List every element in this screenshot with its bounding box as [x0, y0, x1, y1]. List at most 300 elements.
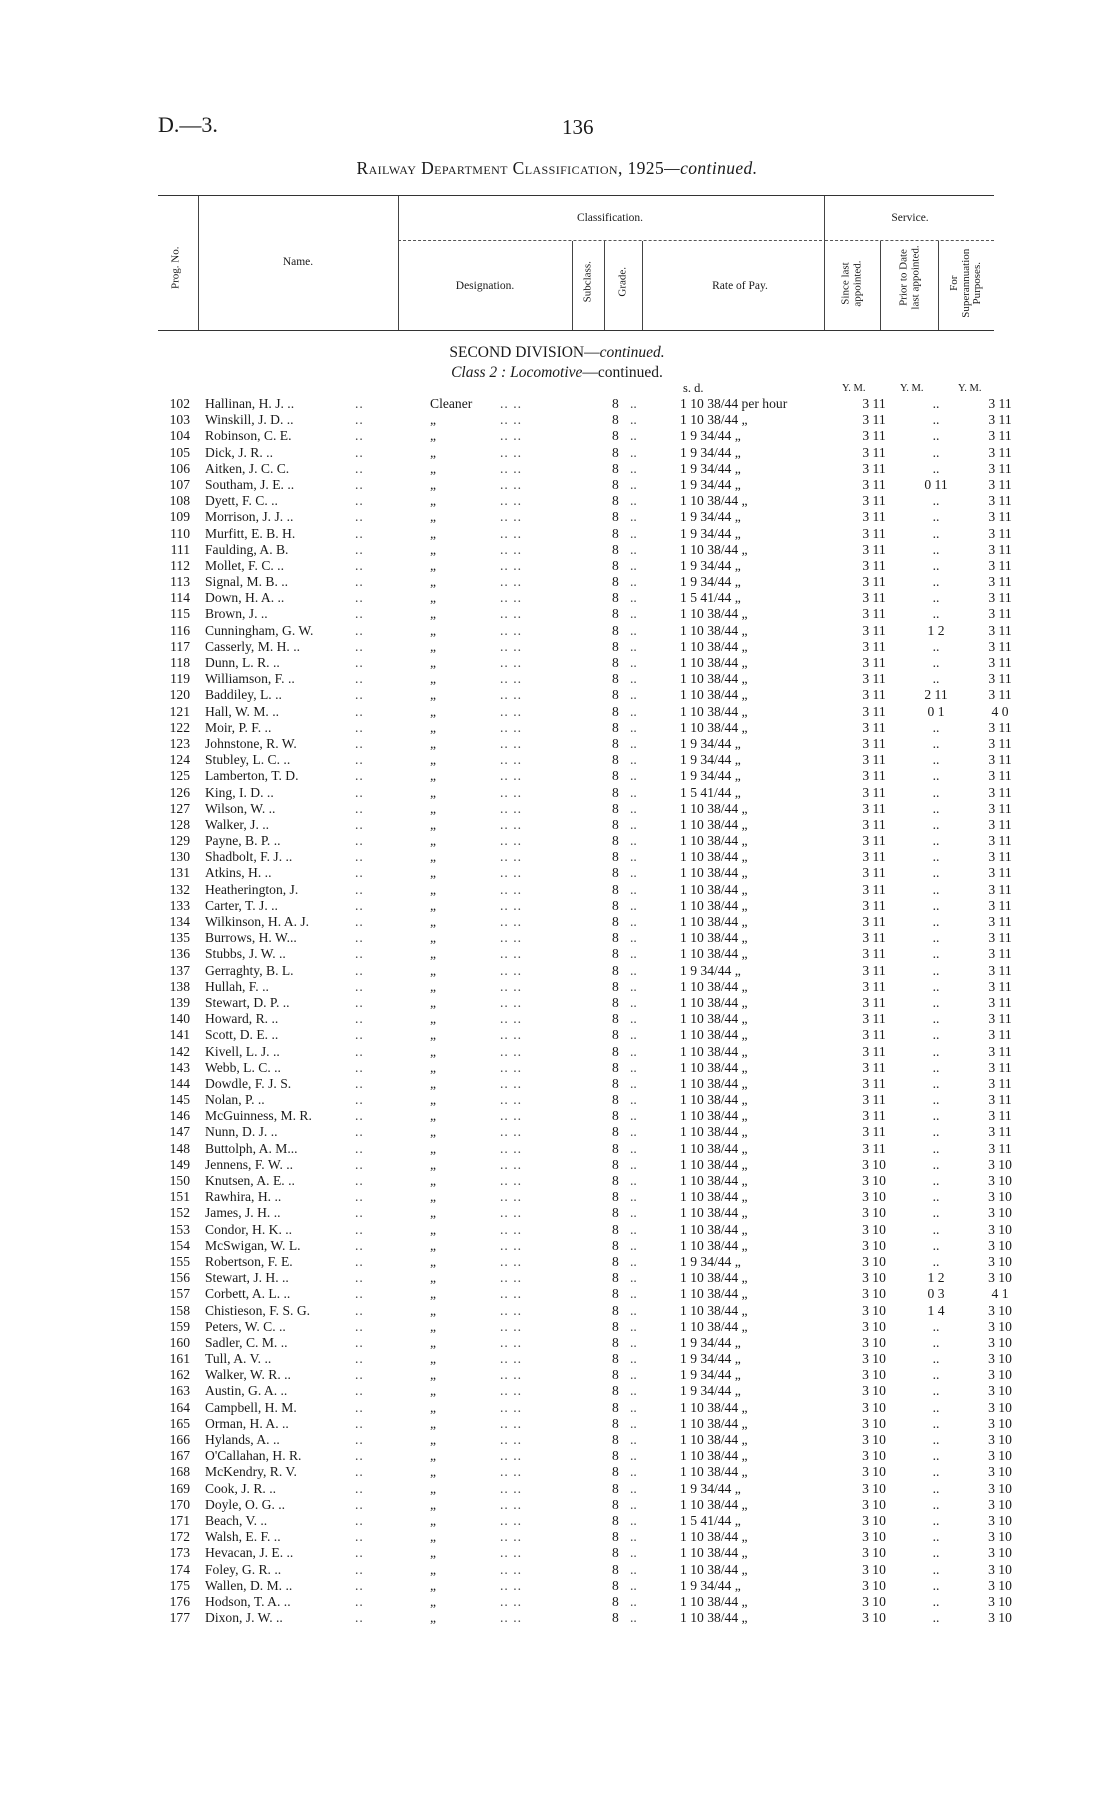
service-prior: ..	[932, 541, 940, 557]
leader-dots: ..	[630, 1512, 637, 1528]
leader-dots: .. ..	[500, 541, 522, 557]
service-since-last: 3 10	[862, 1367, 886, 1383]
leader-dots: ..	[355, 622, 364, 638]
designation: „	[430, 1059, 437, 1075]
row-number: 159	[169, 1318, 190, 1334]
leader-dots: ..	[355, 1140, 364, 1156]
employee-name: Stewart, J. H. ..	[205, 1270, 289, 1286]
row-number: 167	[169, 1448, 190, 1464]
service-since-last: 3 10	[862, 1253, 886, 1269]
rate-of-pay: 1 10 38/44 „	[680, 978, 748, 994]
service-prior: ..	[932, 978, 940, 994]
rate-of-pay: 1 9 34/44 „	[680, 1253, 741, 1269]
rate-of-pay: 1 10 38/44 „	[680, 655, 748, 670]
leader-dots: ..	[630, 1415, 637, 1431]
service-since-last: 3 11	[862, 914, 886, 929]
leader-dots: ..	[355, 994, 364, 1010]
row-number: 175	[169, 1577, 190, 1593]
service-since-last: 3 10	[862, 1545, 886, 1561]
service-prior: 2 11	[924, 687, 948, 703]
service-superannuation: 3 11	[988, 1140, 1012, 1156]
leader-dots: .. ..	[500, 1512, 522, 1528]
employee-name: Walker, W. R. ..	[205, 1367, 291, 1383]
service-since-last: 3 11	[862, 784, 886, 800]
subclass: 8	[612, 768, 619, 784]
header-grade: Grade.	[616, 266, 629, 297]
service-prior: ..	[932, 590, 940, 606]
service-since-last: 3 11	[862, 1043, 886, 1059]
service-superannuation: 3 11	[988, 557, 1012, 573]
leader-dots: ..	[355, 946, 364, 962]
service-superannuation: 3 10	[988, 1173, 1012, 1188]
row-number: 122	[169, 719, 190, 735]
service-prior: ..	[932, 557, 940, 573]
leader-dots: ..	[355, 1027, 364, 1043]
designation: „	[430, 1043, 437, 1059]
employee-name: Dick, J. R. ..	[205, 444, 273, 460]
row-number: 146	[169, 1108, 190, 1124]
subclass: 8	[612, 1480, 619, 1496]
designation: „	[430, 735, 437, 751]
service-since-last: 3 11	[862, 671, 886, 687]
row-number: 128	[169, 816, 190, 832]
service-prior: ..	[932, 1140, 940, 1156]
service-since-last: 3 10	[862, 1415, 886, 1431]
rate-of-pay: 1 10 38/44 „	[680, 1075, 748, 1091]
service-superannuation: 3 11	[988, 865, 1012, 881]
subclass: 8	[612, 1351, 619, 1367]
leader-dots: ..	[630, 1237, 637, 1253]
employee-name: Buttolph, A. M...	[205, 1140, 298, 1156]
designation: „	[430, 1302, 437, 1318]
leader-dots: .. ..	[500, 994, 522, 1010]
leader-dots: ..	[630, 412, 637, 428]
service-prior: ..	[932, 460, 940, 476]
employee-name: O'Callahan, H. R.	[205, 1448, 302, 1464]
service-prior: ..	[932, 994, 940, 1010]
service-since-last: 3 11	[862, 994, 886, 1010]
service-prior: ..	[932, 719, 940, 735]
rate-of-pay: 1 10 38/44 „	[680, 1318, 748, 1334]
service-since-last: 3 11	[862, 396, 886, 411]
subclass: 8	[612, 541, 619, 557]
service-superannuation: 3 11	[988, 1124, 1012, 1140]
leader-dots: .. ..	[500, 1092, 522, 1108]
title-suffix: —continued.	[664, 158, 758, 178]
service-prior: ..	[932, 606, 940, 622]
service-superannuation: 3 11	[988, 428, 1012, 444]
service-superannuation: 3 10	[988, 1610, 1012, 1626]
leader-dots: .. ..	[500, 574, 522, 590]
leader-dots: ..	[355, 1334, 364, 1350]
row-number: 107	[169, 476, 190, 492]
service-prior: ..	[932, 1108, 940, 1124]
leader-dots: ..	[355, 962, 364, 978]
service-prior: ..	[932, 752, 940, 768]
service-since-last: 3 10	[862, 1334, 886, 1350]
service-superannuation: 3 11	[988, 1043, 1012, 1059]
leader-dots: ..	[355, 1124, 364, 1140]
row-number: 103	[169, 412, 190, 428]
service-prior: ..	[932, 768, 940, 784]
service-prior: ..	[932, 1253, 940, 1269]
leader-dots: ..	[355, 1092, 364, 1108]
designation: „	[430, 1610, 437, 1626]
subclass: 8	[612, 638, 619, 654]
row-number: 132	[169, 881, 190, 897]
page-title	[0, 158, 1114, 179]
leader-dots: ..	[355, 1205, 364, 1221]
designation: „	[430, 1415, 437, 1431]
leader-dots: ..	[630, 784, 637, 800]
rate-of-pay: 1 9 34/44 „	[680, 428, 741, 444]
designation: „	[430, 1027, 437, 1043]
designation: „	[430, 1432, 437, 1447]
employee-name: Faulding, A. B.	[205, 541, 289, 557]
employee-name: Payne, B. P. ..	[205, 833, 281, 849]
rate-of-pay: 1 9 34/44 „	[680, 1334, 741, 1350]
service-superannuation: 3 11	[988, 800, 1012, 816]
employee-name: Down, H. A. ..	[205, 590, 285, 606]
service-prior: ..	[932, 1512, 940, 1528]
leader-dots: ..	[630, 752, 637, 768]
rate-of-pay: 1 10 38/44 „	[680, 881, 748, 897]
rate-of-pay: 1 10 38/44 „	[680, 1529, 748, 1545]
designation: „	[430, 1561, 437, 1577]
row-number: 129	[169, 833, 190, 849]
rate-of-pay: 1 9 34/44 „	[680, 509, 741, 525]
leader-dots: .. ..	[500, 1496, 522, 1512]
rate-of-pay: 1 10 38/44 „	[680, 1205, 748, 1221]
leader-dots: .. ..	[500, 396, 522, 411]
designation: „	[430, 946, 437, 962]
leader-dots: .. ..	[500, 1043, 522, 1059]
header-name: Name.	[282, 256, 314, 268]
employee-name: James, J. H. ..	[205, 1205, 281, 1221]
subclass: 8	[612, 1011, 619, 1027]
leader-dots: ..	[355, 1286, 364, 1302]
header-since-last-appointed: Since last appointed.	[839, 260, 863, 307]
employee-name: Wallen, D. M. ..	[205, 1577, 293, 1593]
service-prior: ..	[932, 444, 940, 460]
service-superannuation: 3 10	[988, 1593, 1012, 1609]
service-prior: ..	[932, 1399, 940, 1415]
leader-dots: ..	[630, 1593, 637, 1609]
designation: „	[430, 412, 437, 428]
designation: „	[430, 784, 437, 800]
leader-dots: .. ..	[500, 1610, 522, 1626]
service-since-last: 3 10	[862, 1464, 886, 1480]
service-since-last: 3 11	[862, 719, 886, 735]
leader-dots: ..	[630, 768, 637, 784]
service-prior: 1 2	[927, 1270, 945, 1286]
row-number: 125	[169, 768, 190, 784]
service-prior: ..	[932, 396, 940, 411]
subclass: 8	[612, 1059, 619, 1075]
employee-name: Baddiley, L. ..	[205, 687, 282, 703]
service-since-last: 3 11	[862, 833, 886, 849]
employee-name: Southam, J. E. ..	[205, 476, 295, 492]
division-title: SECOND DIVISION—	[449, 344, 600, 361]
row-number: 153	[169, 1221, 190, 1237]
leader-dots: ..	[630, 849, 637, 865]
service-since-last: 3 10	[862, 1173, 886, 1188]
rate-of-pay: 1 9 34/44 „	[680, 1351, 741, 1367]
leader-dots: ..	[355, 1351, 364, 1367]
subclass: 8	[612, 1593, 619, 1609]
service-since-last: 3 11	[862, 606, 886, 622]
designation: „	[430, 1318, 437, 1334]
rate-of-pay: 1 10 38/44 „	[680, 914, 748, 929]
service-prior: ..	[932, 1383, 940, 1399]
leader-dots: ..	[630, 1464, 637, 1480]
leader-dots: ..	[630, 671, 637, 687]
service-superannuation: 3 11	[988, 897, 1012, 913]
service-prior: ..	[932, 962, 940, 978]
designation: „	[430, 1512, 437, 1528]
subclass: 8	[612, 914, 619, 929]
row-number: 162	[169, 1367, 190, 1383]
row-number: 106	[169, 460, 190, 476]
employee-name: Lamberton, T. D.	[205, 768, 299, 784]
designation: „	[430, 1140, 437, 1156]
service-since-last: 3 11	[862, 735, 886, 751]
rate-of-pay: 1 10 38/44 per hour	[680, 396, 788, 411]
service-since-last: 3 11	[862, 460, 886, 476]
leader-dots: ..	[355, 444, 364, 460]
employee-name: Morrison, J. J. ..	[205, 509, 294, 525]
leader-dots: .. ..	[500, 1383, 522, 1399]
rate-of-pay: 1 10 38/44 „	[680, 1415, 748, 1431]
leader-dots: .. ..	[500, 1545, 522, 1561]
leader-dots: ..	[355, 1496, 364, 1512]
row-number: 114	[170, 590, 190, 606]
service-prior: ..	[932, 1189, 940, 1205]
row-number: 111	[170, 541, 190, 557]
row-number: 127	[169, 800, 190, 816]
service-superannuation: 3 11	[988, 460, 1012, 476]
service-since-last: 3 10	[862, 1448, 886, 1464]
row-number: 109	[169, 509, 190, 525]
rate-of-pay: 1 10 38/44 „	[680, 1221, 748, 1237]
row-number: 157	[169, 1286, 190, 1302]
row-number: 126	[169, 784, 190, 800]
leader-dots: ..	[355, 493, 364, 509]
row-number: 172	[169, 1529, 190, 1545]
service-since-last: 3 11	[862, 800, 886, 816]
subclass: 8	[612, 1124, 619, 1140]
designation: „	[430, 1075, 437, 1091]
column-rule	[880, 241, 881, 330]
leader-dots: ..	[355, 1480, 364, 1496]
designation: „	[430, 606, 437, 622]
row-number: 156	[169, 1270, 190, 1286]
designation: „	[430, 1092, 437, 1108]
subclass: 8	[612, 1156, 619, 1172]
service-superannuation: 3 10	[988, 1334, 1012, 1350]
leader-dots: ..	[355, 412, 364, 428]
service-since-last: 3 10	[862, 1512, 886, 1528]
service-prior: ..	[932, 655, 940, 670]
service-since-last: 3 11	[862, 1124, 886, 1140]
service-superannuation: 3 10	[988, 1156, 1012, 1172]
service-since-last: 3 11	[862, 509, 886, 525]
subclass: 8	[612, 655, 619, 670]
leader-dots: ..	[355, 1383, 364, 1399]
service-superannuation: 3 11	[988, 930, 1012, 946]
rate-of-pay: 1 10 38/44 „	[680, 1124, 748, 1140]
header-rate-of-pay: Rate of Pay.	[712, 280, 768, 292]
leader-dots: .. ..	[500, 1302, 522, 1318]
subclass: 8	[612, 1043, 619, 1059]
service-prior: ..	[932, 833, 940, 849]
leader-dots: .. ..	[500, 1173, 522, 1188]
row-number: 134	[169, 914, 190, 929]
leader-dots: ..	[630, 1270, 637, 1286]
designation: „	[430, 574, 437, 590]
designation: „	[430, 1545, 437, 1561]
row-number: 108	[169, 493, 190, 509]
page-number: 136	[562, 115, 594, 139]
row-number: 123	[169, 735, 190, 751]
service-prior: ..	[932, 1432, 940, 1447]
subclass: 8	[612, 1496, 619, 1512]
leader-dots: ..	[355, 816, 364, 832]
service-since-last: 3 10	[862, 1529, 886, 1545]
service-superannuation: 3 11	[988, 687, 1012, 703]
service-superannuation: 3 11	[988, 881, 1012, 897]
row-number: 168	[169, 1464, 190, 1480]
leader-dots: ..	[630, 1545, 637, 1561]
service-since-last: 3 10	[862, 1496, 886, 1512]
employee-name: Hallinan, H. J. ..	[205, 396, 295, 411]
designation: „	[430, 557, 437, 573]
rate-of-pay: 1 10 38/44 „	[680, 1464, 748, 1480]
leader-dots: .. ..	[500, 1432, 522, 1447]
designation: „	[430, 849, 437, 865]
row-number: 135	[169, 930, 190, 946]
service-prior: ..	[932, 881, 940, 897]
leader-dots: .. ..	[500, 1593, 522, 1609]
rate-of-pay: 1 10 38/44 „	[680, 1432, 748, 1447]
leader-dots: ..	[355, 1189, 364, 1205]
leader-dots: ..	[355, 606, 364, 622]
leader-dots: .. ..	[500, 962, 522, 978]
leader-dots: ..	[355, 1221, 364, 1237]
designation: „	[430, 833, 437, 849]
subclass: 8	[612, 1529, 619, 1545]
rate-of-pay: 1 10 38/44 „	[680, 1302, 748, 1318]
leader-dots: ..	[630, 1205, 637, 1221]
leader-dots: .. ..	[500, 1351, 522, 1367]
subclass: 8	[612, 1075, 619, 1091]
leader-dots: ..	[630, 978, 637, 994]
subclass: 8	[612, 962, 619, 978]
subclass: 8	[612, 1415, 619, 1431]
leader-dots: .. ..	[500, 1059, 522, 1075]
designation: „	[430, 509, 437, 525]
leader-dots: ..	[630, 541, 637, 557]
row-number: 161	[169, 1351, 190, 1367]
rate-of-pay: 1 9 34/44 „	[680, 525, 741, 541]
service-since-last: 3 11	[862, 1011, 886, 1027]
leader-dots: .. ..	[500, 1189, 522, 1205]
service-superannuation: 3 11	[988, 849, 1012, 865]
subclass: 8	[612, 1512, 619, 1528]
leader-dots: .. ..	[500, 638, 522, 654]
row-number: 145	[169, 1092, 190, 1108]
service-since-last: 3 10	[862, 1205, 886, 1221]
service-since-last: 3 10	[862, 1286, 886, 1302]
leader-dots: ..	[630, 509, 637, 525]
leader-dots: .. ..	[500, 687, 522, 703]
service-superannuation: 3 10	[988, 1432, 1012, 1447]
service-superannuation: 3 11	[988, 606, 1012, 622]
leader-dots: ..	[630, 1367, 637, 1383]
service-superannuation: 3 11	[988, 1092, 1012, 1108]
leader-dots: ..	[630, 1059, 637, 1075]
designation: „	[430, 1464, 437, 1480]
service-superannuation: 3 11	[988, 962, 1012, 978]
employee-name: Brown, J. ..	[205, 606, 268, 622]
employee-name: Wilkinson, H. A. J.	[205, 914, 310, 929]
leader-dots: ..	[355, 800, 364, 816]
rate-of-pay: 1 9 34/44 „	[680, 574, 741, 590]
service-superannuation: 3 10	[988, 1512, 1012, 1528]
row-number: 169	[169, 1480, 190, 1496]
leader-dots: .. ..	[500, 1156, 522, 1172]
service-superannuation: 3 10	[988, 1448, 1012, 1464]
leader-dots: ..	[355, 541, 364, 557]
service-superannuation: 3 11	[988, 1011, 1012, 1027]
leader-dots: ..	[355, 687, 364, 703]
service-since-last: 3 11	[862, 1059, 886, 1075]
service-prior: ..	[932, 1043, 940, 1059]
leader-dots: ..	[355, 1561, 364, 1577]
service-since-last: 3 11	[862, 1108, 886, 1124]
leader-dots: ..	[630, 1448, 637, 1464]
service-prior: 0 3	[927, 1286, 945, 1302]
service-prior: ..	[932, 1464, 940, 1480]
leader-dots: ..	[355, 1270, 364, 1286]
rate-of-pay: 1 9 34/44 „	[680, 735, 741, 751]
subclass: 8	[612, 1270, 619, 1286]
service-superannuation: 3 10	[988, 1577, 1012, 1593]
service-superannuation: 3 10	[988, 1318, 1012, 1334]
subclass: 8	[612, 930, 619, 946]
classification-divider	[398, 240, 822, 241]
designation: „	[430, 476, 437, 492]
row-number: 147	[169, 1124, 190, 1140]
service-since-last: 3 11	[862, 1027, 886, 1043]
subclass: 8	[612, 1253, 619, 1269]
rate-of-pay: 1 9 34/44 „	[680, 444, 741, 460]
rate-of-pay: 1 10 38/44 „	[680, 687, 748, 703]
rate-of-pay: 1 10 38/44 „	[680, 412, 748, 428]
service-prior: ..	[932, 897, 940, 913]
service-since-last: 3 10	[862, 1270, 886, 1286]
row-number: 150	[169, 1173, 190, 1188]
service-prior: 0 11	[924, 476, 948, 492]
class-branch: Locomotive	[510, 364, 583, 381]
service-prior: ..	[932, 1059, 940, 1075]
leader-dots: .. ..	[500, 1205, 522, 1221]
row-number: 174	[169, 1561, 190, 1577]
employee-name: Sadler, C. M. ..	[205, 1334, 288, 1350]
employee-name: Hodson, T. A. ..	[205, 1593, 291, 1609]
employee-name: McSwigan, W. L.	[205, 1237, 301, 1253]
designation: „	[430, 444, 437, 460]
